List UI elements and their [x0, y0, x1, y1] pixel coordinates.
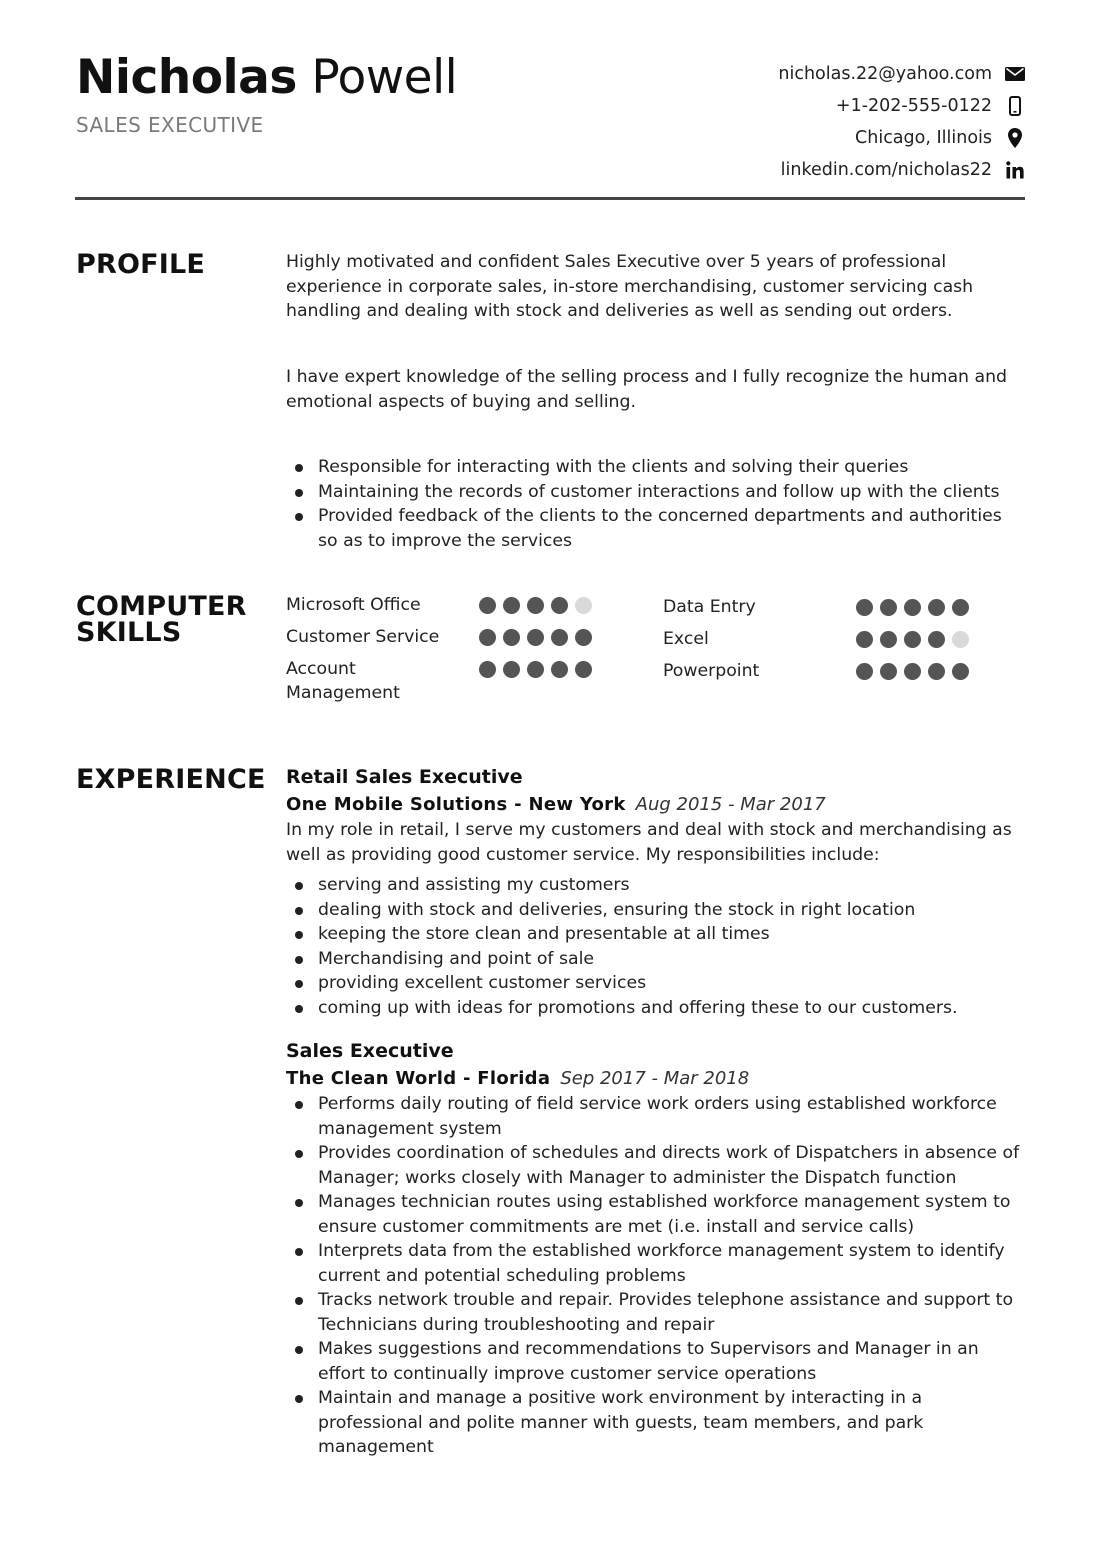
- rating-dot-filled: [479, 629, 496, 646]
- experience-entry: [286, 1038, 1026, 1460]
- profile-paragraph-1: Highly motivated and confident Sales Executive over 5 years of professional experience in corporate sales, in-store merchandising, customer servicing cash handling and dealing with stock and deliveries as well as sending out orders.: [286, 252, 974, 321]
- envelope-icon: [1004, 63, 1026, 85]
- rating-dot-filled: [527, 629, 544, 646]
- profile-paragraph-2: I have expert knowledge of the selling process and I fully recognize the human and emotional aspects of buying and selling.: [286, 367, 1007, 412]
- skill-name: Microsoft Office: [286, 595, 421, 615]
- list-item: Tracks network trouble and repair. Provides telephone assistance and support to Technicians during troubleshooting and repair: [286, 1288, 1026, 1337]
- rating-dot-filled: [928, 631, 945, 648]
- contact-linkedin[interactable]: [506, 154, 1026, 186]
- job-meta: [286, 791, 1026, 818]
- skill-name: Customer Service: [286, 627, 440, 647]
- experience-entry: [286, 764, 1026, 1020]
- list-item: Performs daily routing of field service work orders using established workforce management system: [286, 1092, 1026, 1141]
- job-dates: Sep 2017 - Mar 2018: [560, 1068, 750, 1089]
- rating-dot-filled: [503, 597, 520, 614]
- job-bullet-list: [286, 1092, 1026, 1460]
- job-title: Retail Sales Executive: [286, 766, 523, 788]
- company-name: One Mobile Solutions - New York: [286, 794, 626, 815]
- rating-dot-filled: [551, 597, 568, 614]
- list-item: Maintaining the records of customer interactions and follow up with the clients: [286, 480, 1026, 505]
- contact-phone[interactable]: [506, 90, 1026, 122]
- rating-dot-filled: [880, 599, 897, 616]
- phone-text[interactable]: +1-202-555-0122: [835, 96, 992, 116]
- rating-dot-filled: [952, 599, 969, 616]
- skill-rating: [856, 663, 969, 680]
- skill-name: Powerpoint: [663, 661, 760, 681]
- rating-dot-filled: [904, 631, 921, 648]
- rating-dot-filled: [527, 597, 544, 614]
- contact-list: [506, 58, 1026, 186]
- list-item: providing excellent customer services: [286, 971, 1026, 996]
- location-text: Chicago, Illinois: [855, 128, 992, 148]
- rating-dot-filled: [503, 629, 520, 646]
- skill-rating: [479, 661, 592, 678]
- rating-dot-filled: [551, 629, 568, 646]
- rating-dot-filled: [575, 629, 592, 646]
- skills-heading: COMPUTER SKILLS: [76, 591, 247, 648]
- rating-dot-filled: [928, 599, 945, 616]
- contact-email[interactable]: [506, 58, 1026, 90]
- list-item: Provided feedback of the clients to the concerned departments and authorities so as to improve the services: [286, 504, 1026, 553]
- profile-bullet-list: [286, 455, 1026, 553]
- phone-icon: [1004, 95, 1026, 117]
- linkedin-icon: [1004, 159, 1026, 181]
- linkedin-text[interactable]: linkedin.com/nicholas22: [780, 160, 992, 180]
- skill-rating: [479, 597, 592, 614]
- list-item: Provides coordination of schedules and directs work of Dispatchers in absence of Manager; works closely with Manager to administer the Dispatch function: [286, 1141, 1026, 1190]
- rating-dot-filled: [856, 663, 873, 680]
- rating-dot-filled: [904, 599, 921, 616]
- job-meta: [286, 1065, 1026, 1092]
- email-text[interactable]: nicholas.22@yahoo.com: [778, 64, 992, 84]
- rating-dot-filled: [904, 663, 921, 680]
- job-dates: Aug 2015 - Mar 2017: [635, 794, 826, 815]
- header-divider: [75, 197, 1025, 200]
- rating-dot-filled: [527, 661, 544, 678]
- profile-heading: PROFILE: [76, 249, 206, 280]
- job-title: Sales Executive: [286, 1040, 454, 1062]
- rating-dot-filled: [503, 661, 520, 678]
- rating-dot-filled: [928, 663, 945, 680]
- rating-dot-filled: [856, 599, 873, 616]
- list-item: Interprets data from the established workforce management system to identify current and potential scheduling problems: [286, 1239, 1026, 1288]
- list-item: keeping the store clean and presentable at all times: [286, 922, 1026, 947]
- list-item: coming up with ideas for promotions and offering these to our customers.: [286, 996, 1026, 1021]
- experience-heading: EXPERIENCE: [76, 764, 266, 795]
- rating-dot-empty: [952, 631, 969, 648]
- list-item: Merchandising and point of sale: [286, 947, 1026, 972]
- list-item: Manages technician routes using established workforce management system to ensure customer commitments are met (i.e. install and service calls): [286, 1190, 1026, 1239]
- skill-rating: [856, 599, 969, 616]
- rating-dot-filled: [952, 663, 969, 680]
- rating-dot-filled: [575, 661, 592, 678]
- candidate-name: [76, 50, 457, 106]
- skill-name: Account Management: [286, 659, 400, 703]
- location-pin-icon: [1004, 127, 1026, 149]
- last-name: Powell: [311, 50, 458, 105]
- list-item: dealing with stock and deliveries, ensuring the stock in right location: [286, 898, 1026, 923]
- job-bullet-list: [286, 873, 1026, 1020]
- rating-dot-filled: [479, 597, 496, 614]
- list-item: Maintain and manage a positive work environment by interacting in a professional and polite manner with guests, team members, and park management: [286, 1386, 1026, 1460]
- rating-dot-filled: [479, 661, 496, 678]
- company-name: The Clean World - Florida: [286, 1068, 551, 1089]
- list-item: Responsible for interacting with the clients and solving their queries: [286, 455, 1026, 480]
- skill-rating: [479, 629, 592, 646]
- skill-name: Excel: [663, 629, 709, 649]
- rating-dot-filled: [551, 661, 568, 678]
- job-title-header: SALES EXECUTIVE: [76, 113, 264, 137]
- rating-dot-filled: [880, 631, 897, 648]
- list-item: serving and assisting my customers: [286, 873, 1026, 898]
- rating-dot-empty: [575, 597, 592, 614]
- contact-location: [506, 122, 1026, 154]
- skill-rating: [856, 631, 969, 648]
- first-name: Nicholas: [76, 50, 297, 105]
- skill-name: Data Entry: [663, 597, 756, 617]
- rating-dot-filled: [880, 663, 897, 680]
- rating-dot-filled: [856, 631, 873, 648]
- job-summary: In my role in retail, I serve my customers and deal with stock and merchandising as well as providing good customer service. My responsibilities include:: [286, 820, 1012, 865]
- list-item: Makes suggestions and recommendations to Supervisors and Manager in an effort to continually improve customer service operations: [286, 1337, 1026, 1386]
